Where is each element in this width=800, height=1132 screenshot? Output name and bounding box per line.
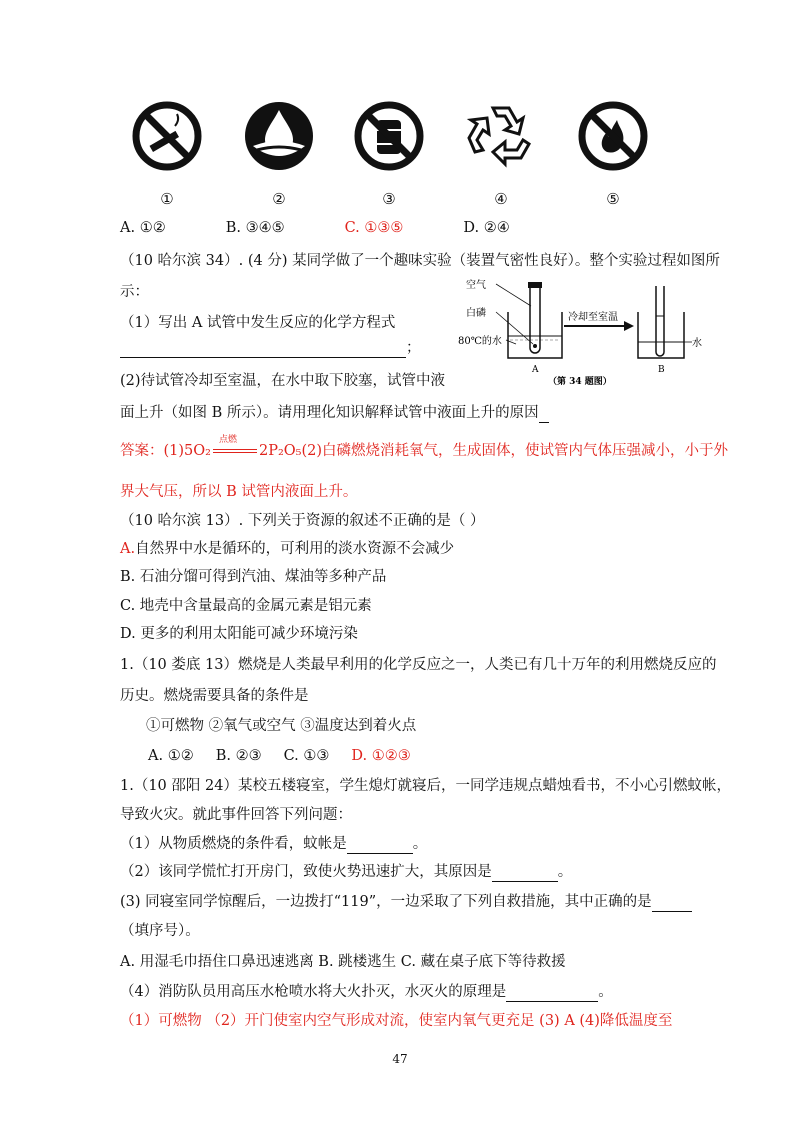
q2-part2-cont bbox=[120, 403, 549, 423]
no-oil-drum-icon bbox=[353, 100, 425, 172]
q5-part2 bbox=[120, 862, 572, 882]
q2-part2: (2)待试管冷却至室温，在水中取下胶塞，试管中液 bbox=[120, 373, 446, 389]
fig-caption: （第 34 题图） bbox=[548, 377, 612, 387]
no-smoking-icon bbox=[131, 100, 203, 172]
q4-option-b: B. ②③ bbox=[215, 748, 262, 764]
page-number: 47 bbox=[392, 1052, 408, 1066]
answer-blank bbox=[347, 839, 413, 854]
q3-option-d: D. 更多的利用太阳能可减少环境污染 bbox=[120, 626, 358, 642]
water-drop-icon bbox=[243, 100, 315, 172]
q3-option-a-letter: A. bbox=[120, 541, 136, 557]
icon-number: ① bbox=[160, 190, 174, 208]
icon-number: ③ bbox=[382, 190, 396, 208]
q3-stem: （10 哈尔滨 13）. 下列关于资源的叙述不正确的是（ ） bbox=[120, 513, 485, 529]
q3-option-a bbox=[120, 539, 454, 559]
period: 。 bbox=[598, 984, 613, 1000]
q5-part2-text: （2）该同学慌忙打开房门，致使火势迅速扩大，其原因是 bbox=[120, 864, 492, 880]
fig-label-phosphorus: 白磷 bbox=[466, 308, 486, 319]
q1-option-d: D. ②④ bbox=[463, 220, 510, 236]
period: 。 bbox=[557, 864, 573, 880]
q4-option-c: C. ①③ bbox=[283, 748, 330, 764]
q5-part4-text: （4）消防队员用高压水枪喷水将大火扑灭，水灭火的原理是 bbox=[120, 984, 507, 1000]
equation-arrow bbox=[211, 435, 259, 461]
answer-blank bbox=[506, 987, 598, 1002]
q5-part1-text: （1）从物质燃烧的条件看，蚊帐是 bbox=[120, 836, 347, 852]
icon-number-row bbox=[0, 190, 800, 210]
answer-blank bbox=[120, 343, 406, 358]
q5-stem-line1: 1.（10 邵阳 24）某校五楼寝室，学生熄灯就寝后，一同学违规点蜡烛看书，不小心引燃蚊帐， bbox=[120, 778, 731, 794]
q4-option-a: A. ①② bbox=[148, 748, 194, 764]
fig-label-cool: 冷却至室温 bbox=[568, 312, 618, 323]
q1-option-a: A. ①② bbox=[120, 220, 166, 236]
period: 。 bbox=[412, 836, 428, 852]
q5-stem-line2: 导致火灾。就此事件回答下列问题： bbox=[120, 807, 352, 823]
q2-answer-blank bbox=[120, 338, 421, 358]
answer-label: 答案：(1) bbox=[120, 443, 185, 459]
q4-stem-line1: 1.（10 娄底 13）燃烧是人类最早利用的化学反应之一，人类已有几十万年的利用燃烧反应的 bbox=[120, 657, 717, 673]
q2-answer-line2: 界大气压，所以 B 试管内液面上升。 bbox=[120, 484, 358, 500]
q5-answer: （1）可燃物 （2）开门使室内空气形成对流，使室内氧气更充足 (3) A (4)降低温度至 bbox=[120, 1013, 673, 1029]
experiment-figure bbox=[456, 276, 700, 388]
q5-part3-text: (3) 同寝室同学惊醒后，一边拨打“119”，一边采取了下列自救措施，其中正确的是 bbox=[120, 894, 652, 910]
equation-condition: 点燃 bbox=[218, 435, 237, 445]
q4-conditions: ①可燃物 ②氧气或空气 ③温度达到着火点 bbox=[146, 718, 417, 734]
icon-number: ⑤ bbox=[606, 190, 620, 208]
recycle-icon bbox=[465, 100, 537, 172]
fig-label-b: B bbox=[658, 365, 665, 375]
q2-part2-text: 面上升（如图 B 所示）。请用理化知识解释试管中液面上升的原因 bbox=[120, 405, 539, 421]
q1-options bbox=[120, 218, 510, 238]
q2-part1: （1）写出 A 试管中发生反应的化学方程式 bbox=[120, 315, 396, 331]
answer-text: (2)白磷燃烧消耗氧气，生成固体，使试管内气体压强减小，小于外 bbox=[301, 443, 729, 459]
answer-blank bbox=[652, 897, 692, 912]
q2-stem-line1: （10 哈尔滨 34）. (4 分) 某同学做了一个趣味实验（装置气密性良好）。整个实验过程如图所 bbox=[120, 253, 720, 269]
semicolon: ； bbox=[406, 340, 421, 356]
q5-part3-options: A. 用湿毛巾捂住口鼻迅速逃离 B. 跳楼逃生 C. 藏在桌子底下等待救援 bbox=[120, 954, 566, 970]
q5-part1 bbox=[120, 834, 427, 854]
fig-label-water: 水 bbox=[692, 338, 702, 349]
q4-options bbox=[148, 746, 411, 766]
icon-number: ④ bbox=[494, 190, 508, 208]
q5-part4 bbox=[120, 982, 613, 1002]
q4-option-d: D. ①②③ bbox=[351, 748, 411, 764]
q3-option-a-text: 自然界中水是循环的，可利用的淡水资源不会减少 bbox=[135, 541, 455, 557]
q1-option-b: B. ③④⑤ bbox=[225, 220, 285, 236]
q4-stem-line2: 历史。燃烧需要具备的条件是 bbox=[120, 688, 309, 704]
q2-stem-line2: 示： bbox=[120, 284, 149, 300]
equation-left: 5O₂ bbox=[184, 443, 211, 459]
answer-blank bbox=[492, 867, 558, 882]
sign-icons-row bbox=[0, 100, 800, 180]
q1-option-c: C. ①③⑤ bbox=[344, 220, 404, 236]
icon-number: ② bbox=[272, 190, 286, 208]
fig-label-air: 空气 bbox=[466, 280, 486, 291]
answer-blank bbox=[539, 408, 549, 423]
equation-right: 2P₂O₅ bbox=[258, 443, 302, 459]
q5-part3-fill: （填序号）。 bbox=[120, 923, 200, 939]
fig-label-a: A bbox=[532, 365, 539, 375]
fig-label-hot-water: 80℃的水 bbox=[458, 336, 502, 347]
q3-option-c: C. 地壳中含量最高的金属元素是铝元素 bbox=[120, 598, 372, 614]
q2-answer bbox=[120, 435, 729, 461]
no-open-flame-icon bbox=[577, 100, 649, 172]
q5-part3 bbox=[120, 892, 692, 912]
q3-option-b: B. 石油分馏可得到汽油、煤油等多种产品 bbox=[120, 569, 387, 585]
